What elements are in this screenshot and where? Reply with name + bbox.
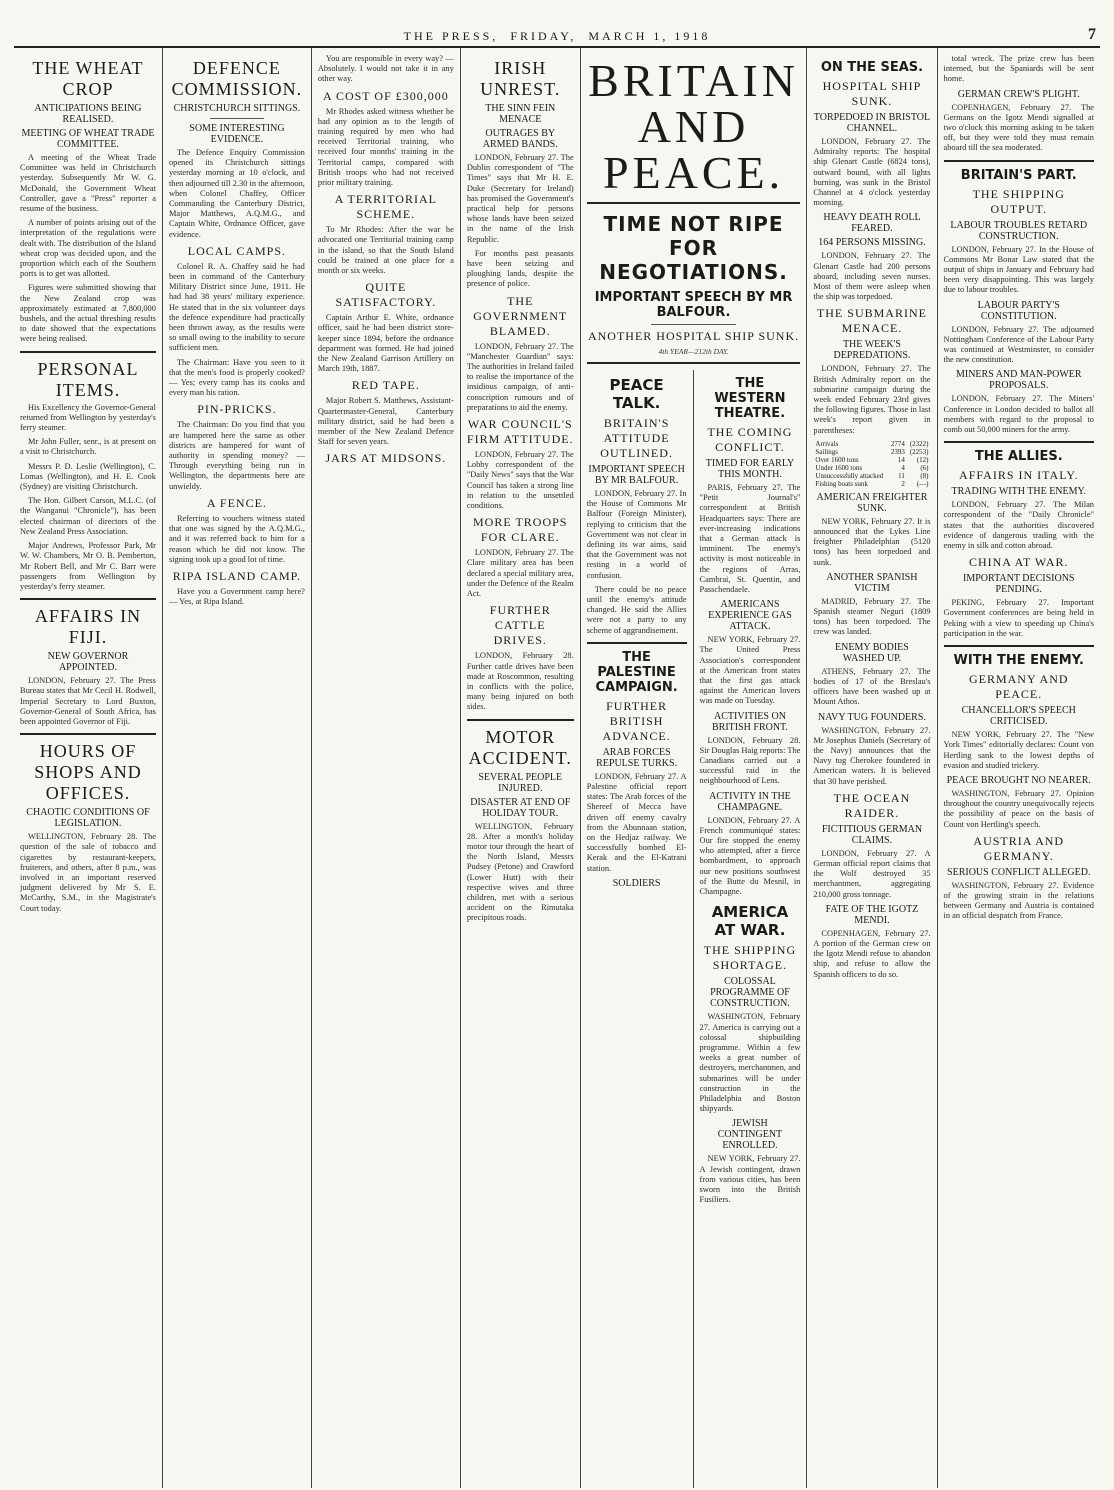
spanish-heading: ANOTHER SPANISH VICTIM xyxy=(826,571,918,594)
personal-headline: PERSONAL ITEMS. xyxy=(37,358,139,400)
stats-row xyxy=(813,464,930,472)
americans-heading: AMERICANS EXPERIENCE GAS ATTACK. xyxy=(708,599,792,633)
wheat-paragraph: Figures were submitted showing that the New Zealand crop was approximately estimated at 7,800,000 bushels, and the actual threshing results to date showed that the expectations were being realised. xyxy=(20,283,156,344)
troops-heading: MORE TROOPS FOR CLARE. xyxy=(473,515,568,545)
stats-cell: (2322) xyxy=(909,439,929,448)
palestine-subhead-2: ARAB FORCES REPULSE TURKS. xyxy=(596,746,678,769)
fence-heading: A FENCE. xyxy=(206,495,267,510)
motor-subhead: SEVERAL PEOPLE INJURED. xyxy=(478,771,563,794)
masthead xyxy=(14,0,1100,48)
divider xyxy=(20,598,156,600)
rule xyxy=(210,118,264,119)
personal-paragraph: Mr John Fuller, senr., is at present on a visit to Christchurch. xyxy=(20,437,156,457)
western-paragraph: PARIS, February 27. The "Petit Journal's" correspondent at British Headquarters says: There are ever-increasing indications that a German attack is imminent. The enemy's activity is most noticeable in the regions of Arras, Cambrai, St. Quentin, and Passchendaele. xyxy=(699,483,801,595)
red-tape-heading: RED TAPE. xyxy=(351,378,420,393)
italy-heading: AFFAIRS IN ITALY. xyxy=(959,468,1079,483)
satisfactory-heading: QUITE SATISFACTORY. xyxy=(335,280,437,310)
stats-cell: Sailings xyxy=(815,447,838,456)
cost-heading: A COST OF £300,000 xyxy=(322,88,449,103)
missing-paragraph: LONDON, February 27. The Glenart Castle had 200 persons aboard, including seven nurses. Most of them were asleep when the ship was torpedoed. xyxy=(813,251,931,302)
crew-paragraph: COPENHAGEN, February 27. The Germans on the Igotz Mendi signalled at two o'clock this morning asking to be taken off, but they were told they must remain aboard till the sea moderated. xyxy=(943,102,1094,153)
shipping-subhead: COLOSSAL PROGRAMME OF CONSTRUCTION. xyxy=(710,976,790,1010)
cattle-paragraph: LONDON, February 28. Further cattle drives have been made at Roscommon, resulting in conflicts with the police, many being injured on both sides. xyxy=(466,651,574,712)
defence-continued: You are responsible in every way? — Absolutely. I would not take it in any other way. xyxy=(317,54,454,84)
defence-headline: DEFENCE COMMISSION. xyxy=(171,58,303,99)
stats-cell: Fishing boats sunk xyxy=(815,479,868,488)
champagne-paragraph: LONDON, February 27. A French communiqué states: Our fire stopped the enemy who attempted, after a fierce bombardment, to approach our new positions southwest of the Butte du Mesnil, in Champagne. xyxy=(699,815,801,897)
red-tape-paragraph: Major Robert S. Matthews, Assistant-Quartermaster-General, Canterbury military district, said he had been a member of the New Zealand Defence Staff for seven years. xyxy=(317,396,454,447)
raider-paragraph: LONDON, February 27. A German official report claims that the Wolf destroyed 35 merchantmen, aggregating 210,000 gross tonnage. xyxy=(813,848,931,899)
divider xyxy=(467,719,574,721)
tug-heading: NAVY TUG FOUNDERS. xyxy=(818,711,926,723)
missing-heading: 164 PERSONS MISSING. xyxy=(818,237,926,249)
hours-subhead: CHAOTIC CONDITIONS OF LEGISLATION. xyxy=(26,807,150,830)
fiji-subhead: NEW GOVERNOR APPOINTED. xyxy=(47,651,129,674)
war-council-heading: WAR COUNCIL'S FIRM ATTITUDE. xyxy=(466,417,574,447)
personal-paragraph: Major Andrews, Professor Park, Mr W. W. Chambers, Mr O. B. Pemberton, Mr Robert Bell, and Mr C. Barr were passengers from Wellington by yesterday's ferry steamer. xyxy=(20,541,156,591)
gov-paragraph: LONDON, February 27. The "Manchester Guardian" says: The authorities in Ireland failed to realise the importance of the insidious campaign, of anti-conscription rumours and of preparations to aid the enemy. xyxy=(466,341,574,412)
stats-cell: (—) xyxy=(916,479,929,488)
wheat-paragraph: A meeting of the Wheat Trade Committee was held in Christchurch yesterday. Subsequently Mr W. G. McDonald, the Government Wheat Controller, gave a "Press" reporter a resume of the business. xyxy=(20,153,156,214)
masthead-date: MARCH 1, 1918 xyxy=(588,29,711,43)
wheat-paragraph: A number of points arising out of the interpretation of the regulations were dealt with. The distribution of the Island wheat crop was decided upon, and the proportion which each of the Southern ports is to get was allotted. xyxy=(20,218,156,279)
igotz-heading: FATE OF THE IGOTZ MENDI. xyxy=(825,903,919,926)
britains-part-headline: BRITAIN'S PART. xyxy=(960,167,1077,183)
output-paragraph: LONDON, February 27. In the House of Commons Mr Bonar Law stated that the output of ships in January and February had been very disappointing. This was largely due to labour troubles. xyxy=(943,244,1094,295)
masthead-day: FRIDAY, xyxy=(510,29,577,43)
defence-paragraph: The Defence Enquiry Commission opened its Christchurch sittings yesterday morning at 10 o'clock, and then adjourned till 2.30 in the afternoon, when Colonel Chaffey, Officer Commanding the Canterbury District, Major Matthews, A.Q.M.G., and Captain White, Ordnance Officer, gave evidence. xyxy=(168,148,305,239)
seas-subhead: HOSPITAL SHIP SUNK. xyxy=(822,79,922,108)
column-4 xyxy=(461,48,581,1488)
rule xyxy=(651,324,736,325)
divider xyxy=(587,362,801,364)
submarine-heading: THE SUBMARINE MENACE. xyxy=(816,306,927,336)
germany-peace-paragraph: NEW YORK, February 27. The "New York Times" editorially declares: Count von Hertling sank to the lowest depths of evasion and studied trickery. xyxy=(943,730,1094,770)
stats-cell: 2 xyxy=(901,479,905,488)
western-subhead-2: TIMED FOR EARLY THIS MONTH. xyxy=(705,458,795,480)
stats-cell: (6) xyxy=(920,463,929,472)
austria-germany-subhead: SERIOUS CONFLICT ALLEGED. xyxy=(947,866,1091,878)
shipping-paragraph: WASHINGTON, February 27. America is carrying out a colossal shipbuilding programme. Within a few weeks a great number of destroyers, merchantmen, and submarines will be under construction in the Philadelphia and Boston shipyards. xyxy=(699,1012,801,1114)
miners-heading: MINERS AND MAN-POWER PROPOSALS. xyxy=(955,369,1082,392)
miners-paragraph: LONDON, February 27. The Miners' Conference in London decided to ballot all members with regard to the proposal to comb out 50,000 miners for the army. xyxy=(943,394,1094,435)
stats-cell: Arrivals xyxy=(815,439,839,448)
gov-heading: THE GOVERNMENT BLAMED. xyxy=(473,293,568,338)
stats-cell: 2393 xyxy=(890,447,905,456)
peace-paragraph: LONDON, February 27. In the House of Commons Mr Balfour (Foreign Minister), replying to criticism that the Government was not clear in defining its war aims, said that the Government was not resting in a world of confusion. xyxy=(586,489,687,580)
peace-subhead-2: IMPORTANT SPEECH BY MR BALFOUR. xyxy=(588,464,685,486)
column-7 xyxy=(807,48,937,1488)
motor-paragraph: WELLINGTON, February 28. After a month's holiday motor tour through the heart of the North Island, Messrs Pudsey (Petone) and Crawford (Lower Hutt) with their respective wives and three children, met with a serious accident on the Rimutaka precipitous roads. xyxy=(466,821,574,923)
stats-cell: 14 xyxy=(897,455,905,464)
western-headline: THE WESTERN THEATRE. xyxy=(714,376,786,421)
china-paragraph: PEKING, February 27. Important Government conferences are being held in Peking with a view to speeding up China's participation in the war. xyxy=(943,598,1094,638)
personal-paragraph: His Excellency the Governor-General returned from Wellington by yesterday's ferry steamer. xyxy=(20,402,156,433)
personal-paragraph: Messrs P. D. Leslie (Wellington), C. Lomas (Wellington), and H. E. Cook (Sydney) are visiting Christchurch. xyxy=(20,461,156,492)
peace-paragraph: There could be no peace until the enemy's attitude changed. He said the Allies were not a party to any scheme of aggrandisement. xyxy=(586,584,687,635)
divider xyxy=(944,441,1094,443)
death-roll-heading: HEAVY DEATH ROLL FEARED. xyxy=(823,212,921,235)
soldiers-heading: SOLDIERS xyxy=(612,877,661,889)
submarine-paragraph: LONDON, February 27. The British Admiralty report on the submarine campaign during the week ended February 23rd gives the following figures. Those in last week's report given in parentheses: xyxy=(813,364,931,435)
motor-subhead-2: DISASTER AT END OF HOLIDAY TOUR. xyxy=(470,796,571,819)
jewish-heading: JEWISH CONTINGENT ENROLLED. xyxy=(717,1118,783,1152)
palestine-paragraph: LONDON, February 27. A Palestine official report states: The Arab forces of the Shereef of Mecca have driven off enemy cavalry from the Abunnaan station, on the Hedjaz railway. We successfully bombed El-Kerak and the El-Katrani station. xyxy=(586,771,687,873)
seas-paragraph: LONDON, February 27. The Admiralty reports: The hospital ship Glenart Castle (6824 tons), outward bound, with all lights burning, was sunk in the Bristol Channel at 4 o'clock yesterday morning. xyxy=(813,137,931,208)
cost-paragraph: Mr Rhodes asked witness whether he had any opinion as to the length of training required by men who had received Territorial training, who received four months' training in the Territorial camps, compared with British troops who had not received prior military training. xyxy=(317,106,454,188)
divider xyxy=(944,160,1094,162)
seas-headline: ON THE SEAS. xyxy=(820,60,924,75)
hours-headline: HOURS OF SHOPS AND OFFICES. xyxy=(34,741,142,804)
italy-paragraph: LONDON, February 27. The Milan correspondent of the "Daily Chronicle" states that the authorities discovered evidence of dangerous trading with the enemy in silk and cotton abroad. xyxy=(943,500,1094,551)
nearer-paragraph: WASHINGTON, February 27. Opinion throughout the country unequivocally rejects the possibility of peace on the basis of Count von Hertling's speech. xyxy=(943,788,1094,829)
austria-germany-heading: AUSTRIA AND GERMANY. xyxy=(973,833,1065,863)
jewish-paragraph: NEW YORK, February 27. A Jewish contingent, drawn from various cities, has been sworn into the British Fusiliers. xyxy=(699,1154,801,1205)
shipping-heading: THE SHIPPING SHORTAGE. xyxy=(703,943,797,973)
stats-cell: 11 xyxy=(898,471,905,480)
palestine-subhead: FURTHER BRITISH ADVANCE. xyxy=(602,698,671,743)
raider-subhead: FICTITIOUS GERMAN CLAIMS. xyxy=(821,823,923,846)
irish-subhead: THE SINN FEIN MENACE xyxy=(485,103,556,125)
war-council-paragraph: LONDON, February 27. The Lobby correspondent of the "Daily News" says that the War Council has taken a strong line in relation to the unsettled conditions. xyxy=(466,450,574,511)
camps-paragraph: The Chairman: Have you seen to it that the men's food is properly cooked? — Yes; every camp has its cooks and every man his ration. xyxy=(168,357,305,398)
fiji-headline: AFFAIRS IN FIJI. xyxy=(34,606,142,648)
western-subhead: THE COMING CONFLICT. xyxy=(707,425,793,454)
bodies-paragraph: ATHENS, February 27. The bodies of 17 of the Breslau's officers have been washed up at Mount Athos. xyxy=(813,666,931,707)
enemy-headline: WITH THE ENEMY. xyxy=(953,653,1084,669)
irish-paragraph: LONDON, February 27. The Dublin correspondent of "The Times" says that Mr H. E. Duke (Secretary for Ireland) has promised the Government's practical help for persons whose lands have been seized in the name of the Irish Republic. xyxy=(466,153,574,244)
defence-subhead-2: SOME INTERESTING EVIDENCE. xyxy=(189,123,285,145)
igotz-paragraph: COPENHAGEN, February 27. A portion of the German crew on the Igotz Mendi refuse to abandon ship, and refuse to allow the Spanish officers to do so. xyxy=(813,928,931,979)
crew-heading: GERMAN CREW'S PLIGHT. xyxy=(957,88,1080,100)
tug-paragraph: WASHINGTON, February 27. Mr Josephus Daniels (Secretary of the Navy) announces that the Navy tug Cherokee foundered in American waters. It is believed that 30 have perished. xyxy=(813,725,931,786)
camps-heading: LOCAL CAMPS. xyxy=(187,243,287,258)
irish-paragraph: For months past peasants have been seizing and ploughing lands, despite the presence of police. xyxy=(466,248,574,289)
divider xyxy=(587,202,801,204)
igotz-continued: total wreck. The prize crew has been interned, but the Spaniards will be sent home. xyxy=(943,54,1094,84)
page-number: 7 xyxy=(1088,26,1096,43)
china-heading: CHINA AT WAR. xyxy=(968,555,1069,570)
personal-paragraph: The Hon. Gilbert Carson, M.L.C. (of the Wanganui "Chronicle"), has been elected chairman of directors of the New Zealand Press Association. xyxy=(20,496,156,536)
defence-subhead: CHRISTCHURCH SITTINGS. xyxy=(173,103,301,114)
wheat-subhead: ANTICIPATIONS BEING REALISED. xyxy=(34,103,142,125)
main-story xyxy=(581,48,808,1488)
main-deck-3: ANOTHER HOSPITAL SHIP SUNK. xyxy=(587,329,800,343)
wheat-subhead-2: MEETING OF WHEAT TRADE COMMITTEE. xyxy=(21,128,155,150)
year-day: 4th YEAR—212th DAY. xyxy=(658,347,729,356)
pin-pricks-paragraph: The Chairman: Do you find that you are hampered here the same as other districts are hampered for want of authority in spending money? — Through everything being run in Wellington, the departments here are unwieldy. xyxy=(168,420,305,491)
main-deck-1: TIME NOT RIPE FOR NEGOTIATIONS. xyxy=(599,212,788,284)
output-subhead: LABOUR TROUBLES RETARD CONSTRUCTION. xyxy=(950,219,1088,242)
motor-headline: MOTOR ACCIDENT. xyxy=(468,726,572,768)
camps-paragraph: Colonel R. A. Chaffey said he had been in command of the Canterbury Military District since June, 1911. He had had 38 years' military experience. He stated that in the six volunteer days the defence expenditure had practically been thrown away, as the results were so small owing to the inability to secure sufficient men. xyxy=(168,261,305,353)
stats-cell: 2774 xyxy=(890,439,905,448)
territorial-heading: A TERRITORIAL SCHEME. xyxy=(334,192,437,222)
column-8 xyxy=(938,48,1100,1488)
divider xyxy=(20,351,156,353)
freighter-paragraph: NEW YORK, February 27. It is announced that the Lykes Line freighter Philadelphian (5120 tons) has been torpedoed and sunk. xyxy=(813,516,931,567)
hours-paragraph: WELLINGTON, February 28. The question of the sale of tobacco and cigarettes by restaurant-keepers, fruiterers, and others, after 8 p.m., was involved in an important reserved judgment delivered by Mr S. E. McCarthy, S.M., in the Magistrate's Court today. xyxy=(20,832,156,913)
ripa-paragraph: Have you a Government camp here? — Yes, at Ripa Island. xyxy=(168,586,305,607)
masthead-paper: THE PRESS, xyxy=(403,29,499,43)
ripa-heading: RIPA ISLAND CAMP. xyxy=(172,568,302,583)
china-subhead: IMPORTANT DECISIONS PENDING. xyxy=(963,573,1075,596)
submarine-subhead: THE WEEK'S DEPREDATIONS. xyxy=(833,339,911,362)
stats-row xyxy=(813,456,930,464)
activities-heading: ACTIVITIES ON BRITISH FRONT. xyxy=(711,710,788,733)
stats-cell: 4 xyxy=(901,463,905,472)
freighter-heading: AMERICAN FREIGHTER SUNK. xyxy=(816,491,928,514)
jars-heading: JARS AT MIDSONS. xyxy=(325,451,447,466)
germany-peace-heading: GERMANY AND PEACE. xyxy=(968,672,1069,702)
stats-cell: Under 1600 tons xyxy=(815,463,863,472)
divider xyxy=(587,642,687,644)
americans-paragraph: NEW YORK, February 27. The United Press Association's correspondent at the American front states that the first gas attack against the American lovers was made on Tuesday. xyxy=(699,635,801,706)
troops-paragraph: LONDON, February 27. The Clare military area has been declared a special military area, under the Defence of the Realm Act. xyxy=(466,548,574,599)
raider-heading: THE OCEAN RAIDER. xyxy=(833,790,911,820)
shipping-stats-table xyxy=(813,440,930,488)
stats-row xyxy=(813,448,930,456)
palestine-headline: THE PALESTINE CAMPAIGN. xyxy=(595,649,678,695)
america-headline: AMERICA AT WAR. xyxy=(711,903,789,940)
column-1 xyxy=(14,48,163,1488)
champagne-heading: ACTIVITY IN THE CHAMPAGNE. xyxy=(709,790,791,813)
fiji-paragraph: LONDON, February 27. The Press Bureau states that Mr Cecil H. Rodwell, Imperial Secretary to Lord Buxton, Governor-General of South Africa, has been appointed Governor of Fiji. xyxy=(20,676,156,726)
wheat-headline: THE WHEAT CROP xyxy=(32,58,144,99)
peace-talk-headline: PEACE TALK. xyxy=(609,376,664,412)
stats-cell: (2253) xyxy=(909,447,929,456)
stats-row xyxy=(813,440,930,448)
divider xyxy=(944,645,1094,647)
activities-paragraph: LONDON, February 28. Sir Douglas Haig reports: The Canadians carried out a successful raid in the neighbourhood of Lens. xyxy=(699,735,801,786)
pin-pricks-heading: PIN-PRICKS. xyxy=(197,402,277,417)
output-heading: THE SHIPPING OUTPUT. xyxy=(972,186,1065,216)
divider xyxy=(20,733,156,735)
austria-germany-paragraph: WASHINGTON, February 27. Evidence of the growing strain in the relations between Germany and Austria is contained in an official despatch from France. xyxy=(943,880,1094,921)
germany-peace-subhead: CHANCELLOR'S SPEECH CRITICISED. xyxy=(961,705,1076,728)
stats-cell: (12) xyxy=(916,455,929,464)
peace-subhead: BRITAIN'S ATTITUDE OUTLINED. xyxy=(600,416,673,460)
irish-subhead-2: OUTRAGES BY ARMED BANDS. xyxy=(482,128,558,150)
spanish-paragraph: MADRID, February 27. The Spanish steamer Neguri (1809 tons) has been torpedoed. The crew was landed. xyxy=(813,596,931,637)
allies-headline: THE ALLIES. xyxy=(974,449,1063,465)
seas-subhead-2: TORPEDOED IN BRISTOL CHANNEL. xyxy=(813,112,931,134)
main-left-subcolumn xyxy=(581,370,694,1488)
stats-cell: Unsuccessfully attacked xyxy=(815,471,884,480)
satisfactory-paragraph: Captain Arthur E. White, ordnance officer, said he had been district store-keeper since 1894, before the ordnance department was formed. He had joined the New Zealand Garrison Artillery on March 19th, 1887. xyxy=(317,313,454,374)
column-2 xyxy=(163,48,312,1488)
stats-row xyxy=(813,472,930,480)
fence-paragraph: Referring to vouchers witness stated that one was signed by the A.Q.M.G., and it was referred back to him for a reason which he did not know. The signing took up a good lot of time. xyxy=(168,513,305,564)
italy-subhead: TRADING WITH THE ENEMY. xyxy=(951,486,1086,498)
stats-cell: Over 1600 tons xyxy=(815,455,859,464)
stats-row xyxy=(813,480,930,488)
territorial-paragraph: To Mr Rhodes: After the war he advocated one Territorial training camp in the island, so that the South Island could be trained at one place for a month or six weeks. xyxy=(317,225,454,276)
labour-paragraph: LONDON, February 27. The adjourned Nottingham Conference of the Labour Party was continued at Westminster, to consider the new constitution. xyxy=(943,324,1094,365)
main-headline: BRITAIN AND PEACE. xyxy=(588,55,799,198)
irish-headline: IRISH UNREST. xyxy=(480,58,561,99)
nearer-heading: PEACE BROUGHT NO NEARER. xyxy=(946,774,1091,786)
cattle-heading: FURTHER CATTLE DRIVES. xyxy=(489,603,551,648)
bodies-heading: ENEMY BODIES WASHED UP. xyxy=(835,641,909,664)
stats-cell: (8) xyxy=(920,471,929,480)
main-deck-2: IMPORTANT SPEECH BY MR BALFOUR. xyxy=(594,290,793,320)
labour-heading: LABOUR PARTY'S CONSTITUTION. xyxy=(977,299,1060,322)
column-3 xyxy=(312,48,461,1488)
main-right-subcolumn xyxy=(694,370,807,1488)
